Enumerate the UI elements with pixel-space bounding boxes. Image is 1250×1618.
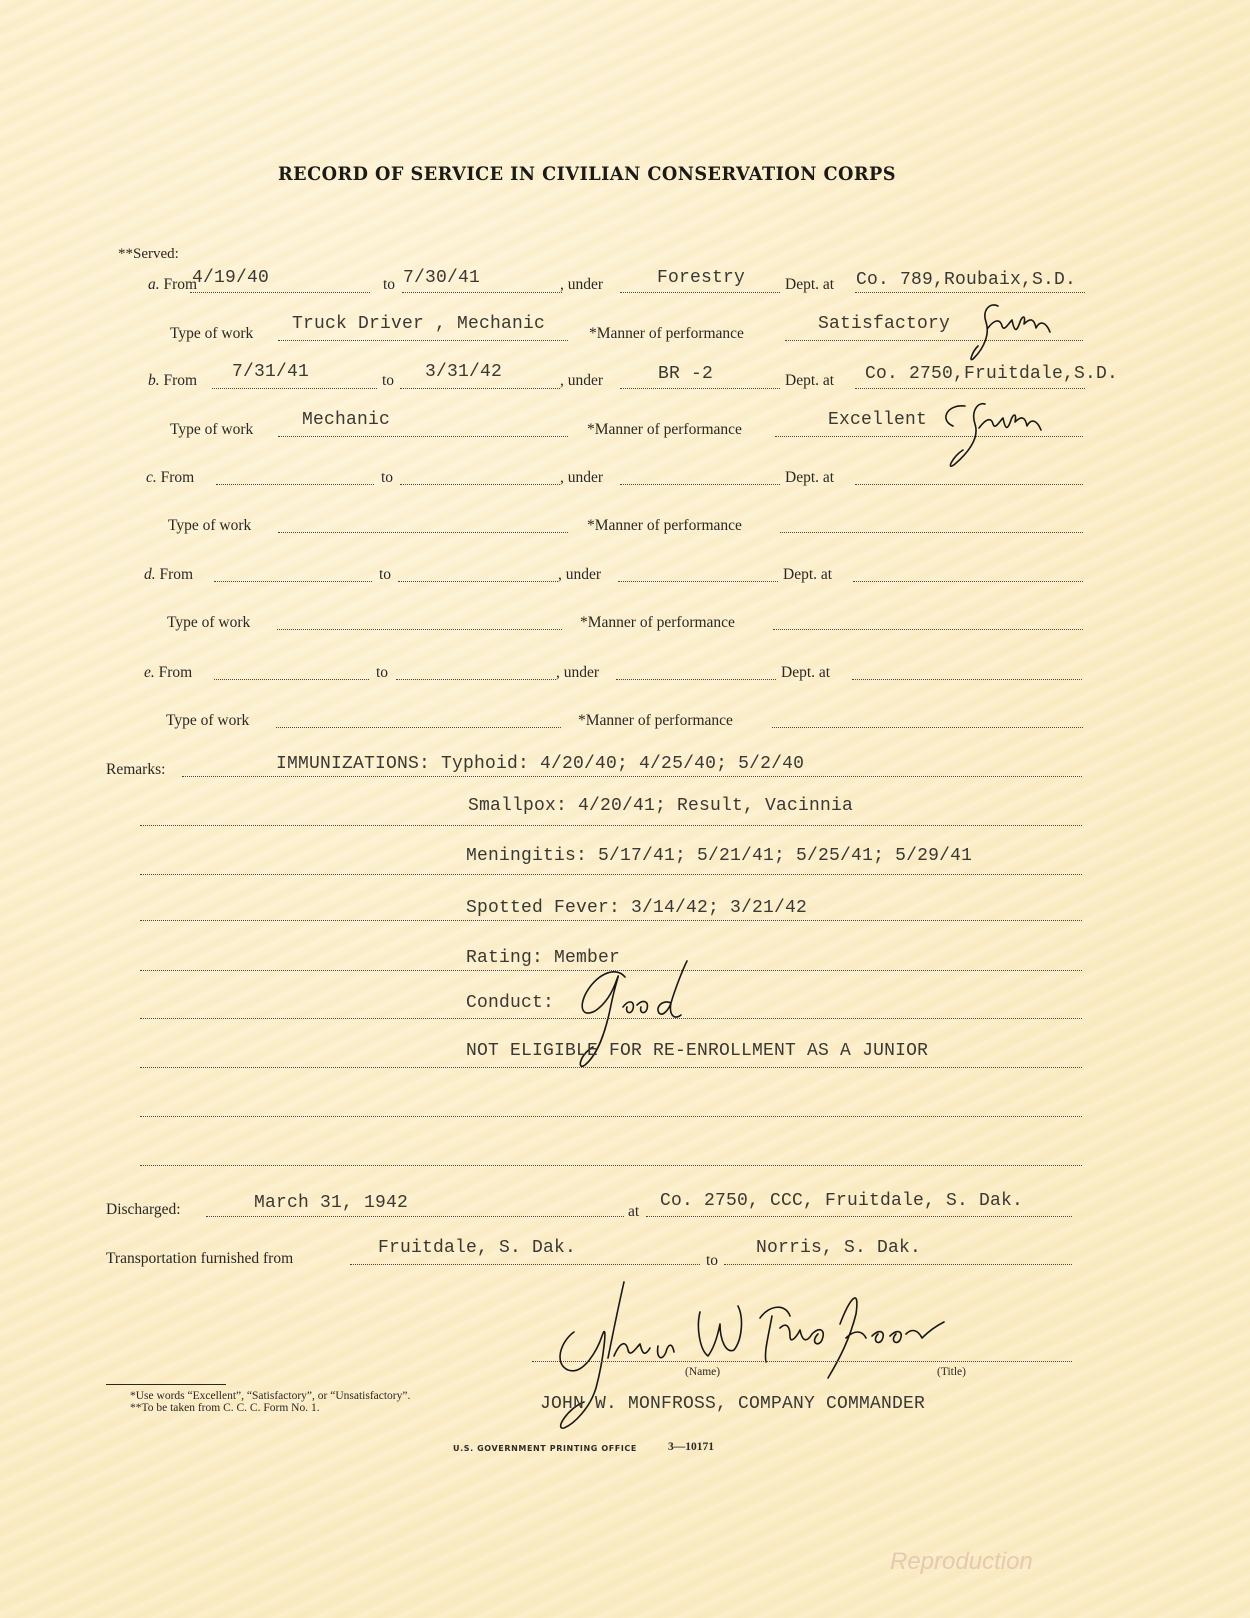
manner-label: *Manner of performance bbox=[587, 517, 742, 534]
manner-label: *Manner of performance bbox=[578, 712, 733, 729]
to-label: to bbox=[382, 372, 395, 389]
from-label: From bbox=[158, 664, 193, 681]
to-label: to bbox=[379, 566, 392, 583]
discharged-label: Discharged: bbox=[106, 1201, 181, 1218]
under-label: , under bbox=[556, 664, 600, 681]
under-value: BR -2 bbox=[658, 364, 714, 384]
period-letter: b. bbox=[148, 372, 160, 389]
form-number: 3—10171 bbox=[668, 1441, 714, 1453]
title-caption: (Title) bbox=[937, 1366, 966, 1378]
to-label: to bbox=[381, 469, 394, 486]
remarks-label: Remarks: bbox=[106, 761, 166, 778]
under-label: , under bbox=[558, 566, 602, 583]
discharged-date: March 31, 1942 bbox=[254, 1193, 409, 1213]
type-of-work-label: Type of work bbox=[170, 421, 254, 438]
manner-value: Excellent bbox=[828, 410, 928, 430]
type-of-work-label: Type of work bbox=[168, 517, 252, 534]
at-label: at bbox=[628, 1203, 640, 1220]
to-date: 7/30/41 bbox=[403, 268, 481, 288]
to-label: to bbox=[376, 664, 389, 681]
to-date: 3/31/42 bbox=[425, 362, 503, 382]
remarks-line: Rating: Member bbox=[466, 948, 621, 968]
footnote-manner: *Use words “Excellent”, “Satisfactory”, or “Unsatisfactory”. bbox=[130, 1390, 411, 1402]
remarks-line: IMMUNIZATIONS: Typhoid: 4/20/40; 4/25/40; 5/2/40 bbox=[276, 754, 805, 774]
type-of-work-label: Type of work bbox=[166, 712, 250, 729]
printer-imprint: U.S. GOVERNMENT PRINTING OFFICE bbox=[453, 1444, 637, 1453]
dept-at-label: Dept. at bbox=[783, 566, 833, 583]
from-label: From bbox=[163, 372, 198, 389]
type-of-work-label: Type of work bbox=[170, 325, 254, 342]
transport-to: Norris, S. Dak. bbox=[756, 1238, 922, 1258]
under-label: , under bbox=[560, 469, 604, 486]
manner-value: Satisfactory bbox=[818, 314, 951, 334]
under-value: Forestry bbox=[657, 268, 746, 288]
dept-at-label: Dept. at bbox=[785, 276, 835, 293]
manner-label: *Manner of performance bbox=[589, 325, 744, 342]
remarks-line: Meningitis: 5/17/41; 5/21/41; 5/25/41; 5/29/41 bbox=[466, 846, 973, 866]
dept-at-label: Dept. at bbox=[781, 664, 831, 681]
type-of-work-value: Mechanic bbox=[302, 410, 391, 430]
reproduction-watermark: Reproduction bbox=[890, 1548, 1033, 1575]
period-letter: c. bbox=[146, 469, 157, 486]
type-of-work-label: Type of work bbox=[167, 614, 251, 631]
footnote-served: **To be taken from C. C. C. Form No. 1. bbox=[130, 1402, 320, 1414]
remarks-line: Smallpox: 4/20/41; Result, Vacinnia bbox=[468, 796, 854, 816]
initials-signature-icon bbox=[935, 398, 1075, 478]
transport-to-label: to bbox=[706, 1252, 719, 1269]
page-title: RECORD OF SERVICE IN CIVILIAN CONSERVATION CORPS bbox=[278, 163, 896, 185]
discharged-at: Co. 2750, CCC, Fruitdale, S. Dak. bbox=[660, 1191, 1024, 1211]
period-letter: d. bbox=[144, 566, 156, 583]
signer-typed-name: JOHN W. MONFROSS, COMPANY COMMANDER bbox=[540, 1394, 926, 1414]
remarks-line: Conduct: bbox=[466, 993, 555, 1013]
manner-label: *Manner of performance bbox=[580, 614, 735, 631]
from-label: From bbox=[159, 566, 194, 583]
from-date: 4/19/40 bbox=[192, 268, 270, 288]
under-label: , under bbox=[560, 276, 604, 293]
to-label: to bbox=[383, 276, 396, 293]
from-date: 7/31/41 bbox=[232, 362, 310, 382]
remarks-line: Spotted Fever: 3/14/42; 3/21/42 bbox=[466, 898, 808, 918]
handwritten-signature-icon bbox=[550, 1278, 980, 1438]
served-label: **Served: bbox=[118, 246, 179, 262]
initials-signature-icon bbox=[960, 300, 1080, 360]
name-caption: (Name) bbox=[685, 1366, 721, 1378]
transport-from: Fruitdale, S. Dak. bbox=[378, 1238, 577, 1258]
period-letter: e. bbox=[144, 664, 155, 681]
from-label: From bbox=[163, 276, 198, 293]
manner-label: *Manner of performance bbox=[587, 421, 742, 438]
remarks-line: NOT ELIGIBLE FOR RE-ENROLLMENT AS A JUNIOR bbox=[466, 1041, 929, 1061]
dept-at-value: Co. 2750,Fruitdale,S.D. bbox=[865, 364, 1119, 384]
dept-at-label: Dept. at bbox=[785, 372, 835, 389]
dept-at-value: Co. 789,Roubaix,S.D. bbox=[856, 270, 1077, 290]
from-label: From bbox=[160, 469, 195, 486]
type-of-work-value: Truck Driver , Mechanic bbox=[292, 314, 546, 334]
period-letter: a. bbox=[148, 276, 160, 293]
under-label: , under bbox=[560, 372, 604, 389]
dept-at-label: Dept. at bbox=[785, 469, 835, 486]
transport-label: Transportation furnished from bbox=[106, 1250, 294, 1267]
